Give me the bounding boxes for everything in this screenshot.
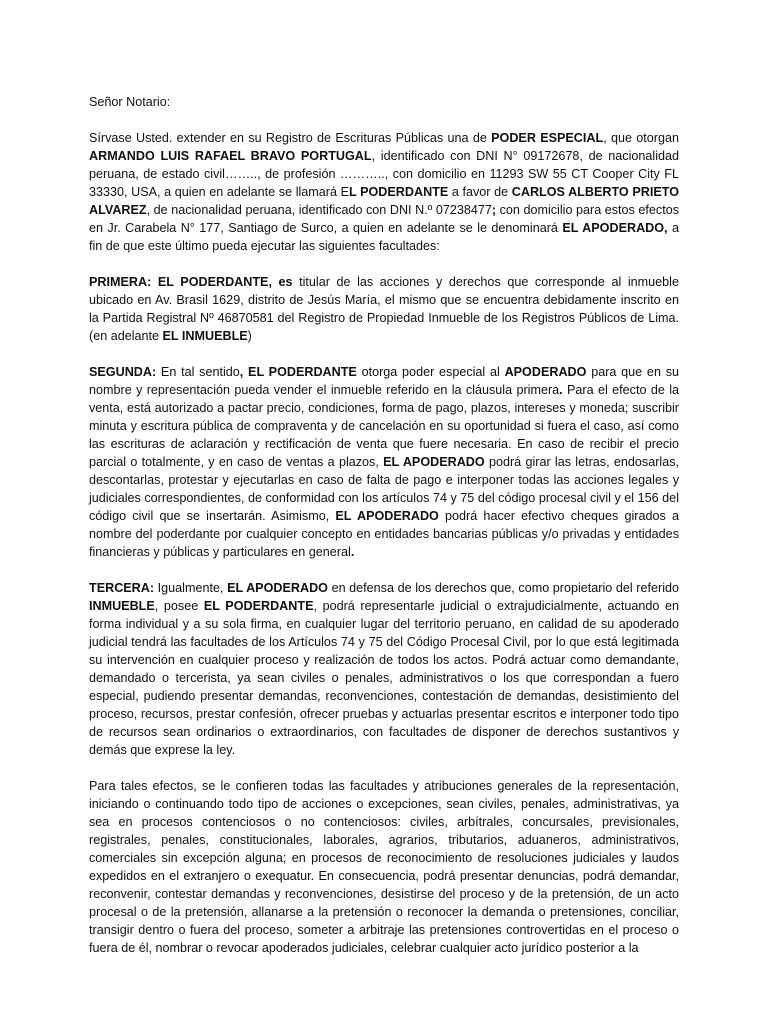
text-run: titular de las acciones y derechos que corresponde al inmueble ubicado en Av. Brasil 1629, distrito de Jesús María, el mismo que se encuentra debidamente inscrito en la Partida Registral Nº 46870581 del Registro de Propiedad Inmueble de los Registros Públicos de Lima. (en adelante bbox=[89, 275, 679, 343]
bold-text-run: EL APODERADO bbox=[335, 509, 439, 523]
text-run: para que en su nombre y representación pueda vender el inmueble referido en la cláusula primera bbox=[89, 365, 680, 397]
bold-text-run: , EL PODERDANTE bbox=[239, 365, 357, 379]
text-run: Para tales efectos, se le confieren todas las facultades y atribuciones generales de la representación, iniciando o continuando todo tipo de acciones o excepciones, sean civiles, penales, administrativas, ya sea en procesos contenciosos o no contenciosos: civiles, arbítrales, concursales, previsionales, registrales, penales, constitucionales, laborales, agrarios, tributarios, aduaneros, administrativos, comerciales sin excepción alguna; en procesos de reconocimiento de resoluciones judiciales y laudos expedidos en el extranjero o exequatur. En consecuencia, podrá presentar denuncias, podrá demandar, reconvenir, contestar demandas y reconvenciones, desistirse del proceso y de la pretensión, de un acto procesal o de la pretensión, allanarse a la pretensión o reconocer la demanda o pretensiones, conciliar, transigir dentro o fuera del proceso, someter a arbitraje las pretensiones controvertidas en el proceso o fuera de él, nombrar o revocar apoderados judiciales, celebrar cualquier acto jurídico posterior a la bbox=[89, 779, 679, 955]
bold-text-run: EL APODERADO bbox=[383, 455, 485, 469]
general-powers-paragraph bbox=[89, 777, 679, 957]
text-run: , que otorgan bbox=[603, 131, 679, 145]
salutation: Señor Notario: bbox=[89, 95, 171, 109]
bold-text-run: CARLOS ALBERTO PRIETO ALVAREZ bbox=[89, 185, 680, 217]
text-run: con domicilio para estos efectos en Jr. Carabela N° 177, Santiago de Surco, a quien en adelante se le denominará bbox=[89, 203, 679, 235]
text-run: a favor de bbox=[448, 185, 512, 199]
text-run: en defensa de los derechos que, como propietario del referido bbox=[327, 581, 680, 595]
bold-text-run: EL APODERADO, bbox=[562, 221, 668, 235]
text-run: podrá hacer efectivo cheques girados a nombre del poderdante por cualquier concepto en entidades bancarias públicas y/o privadas y entidades financieras y públicas y particulares en general bbox=[89, 509, 680, 559]
bold-text-run: TERCERA: bbox=[89, 581, 155, 595]
bold-text-run: ARMANDO LUIS RAFAEL BRAVO PORTUGAL bbox=[89, 149, 372, 163]
bold-text-run: EL APODERADO bbox=[227, 581, 328, 595]
bold-text-run: ; bbox=[491, 203, 497, 217]
bold-text-run: . bbox=[350, 545, 355, 559]
text-run: otorga poder especial al bbox=[356, 365, 505, 379]
opening-paragraph bbox=[89, 129, 679, 255]
text-run: , posee bbox=[154, 599, 204, 613]
bold-text-run: EL PODERDANTE bbox=[203, 599, 314, 613]
clause-segunda bbox=[89, 363, 679, 561]
bold-text-run: . bbox=[559, 383, 563, 397]
text-run: a fin de que este último pueda ejecutar las siguientes facultades: bbox=[89, 221, 679, 253]
text-run: , identificado con DNI N° 09172678, de nacionalidad peruana, de estado civil…….., de profesión ……….., con domicilio en 11293 SW 55 CT Cooper City FL 33330, USA, a quien en adelante se llamará E bbox=[89, 149, 680, 199]
text-run: En tal sentido bbox=[156, 365, 240, 379]
text-run: ) bbox=[247, 329, 252, 343]
bold-text-run: PRIMERA: EL PODERDANTE, es bbox=[89, 275, 293, 289]
clause-tercera bbox=[89, 579, 679, 759]
document-body bbox=[89, 93, 679, 957]
text-run: Sírvase Usted. extender en su Registro de Escrituras Públicas una de bbox=[89, 131, 492, 145]
bold-text-run: PODER ESPECIAL bbox=[491, 131, 604, 145]
bold-text-run: SEGUNDA: bbox=[89, 365, 157, 379]
bold-text-run: INMUEBLE bbox=[89, 599, 155, 613]
text-run: , podrá representarle judicial o extrajudicialmente, actuando en forma individual y a su sola firma, en cualquier lugar del territorio peruano, en calidad de su apoderado judicial tendrá las facultades de los Artículos 74 y 75 del Código Procesal Civil, por lo que está legitimada su intervención en cualquier proceso y realización de todos los actos. Podrá actuar como demandante, demandado o tercerista, ya sean civiles o penales, administrativos o los que correspondan a fuero especial, pudiendo presentar demandas, reconvenciones, contestación de demandas, desistimiento del proceso, recursos, prestar confesión, ofrecer pruebas y actuarlas presentar escritos e interponer todo tipo de recursos sean ordinarios o extraordinarios, con facultades de disponer de derechos sustantivos y demás que exprese la ley. bbox=[89, 599, 679, 757]
text-run: Igualmente, bbox=[154, 581, 228, 595]
text-run: , de nacionalidad peruana, identificado con DNI N.º 07238477 bbox=[146, 203, 492, 217]
text-run: podrá girar las letras, endosarlas, descontarlas, protestar y ejecutarlas en caso de falta de pago e interponer todas las acciones legales y judiciales correspondientes, de conformidad con los artículos 74 y 75 del código procesal civil y el 156 del código civil que se insertarán. Asimismo, bbox=[89, 455, 679, 523]
text-run: Para el efecto de la venta, está autorizado a pactar precio, condiciones, forma de pago, plazos, intereses y moneda; suscribir minuta y escritura pública de compraventa y de cancelación en su oportunidad si fuera el caso, así como las escrituras de aclaración y rectificación de venta que fuere necesaria. En caso de recibir el precio parcial o totalmente, y en caso de ventas a plazos, bbox=[89, 383, 679, 469]
bold-text-run: APODERADO bbox=[504, 365, 587, 379]
clause-primera bbox=[89, 273, 679, 345]
bold-text-run: EL INMUEBLE bbox=[162, 329, 248, 343]
bold-text-run: L PODERDANTE bbox=[349, 185, 449, 199]
